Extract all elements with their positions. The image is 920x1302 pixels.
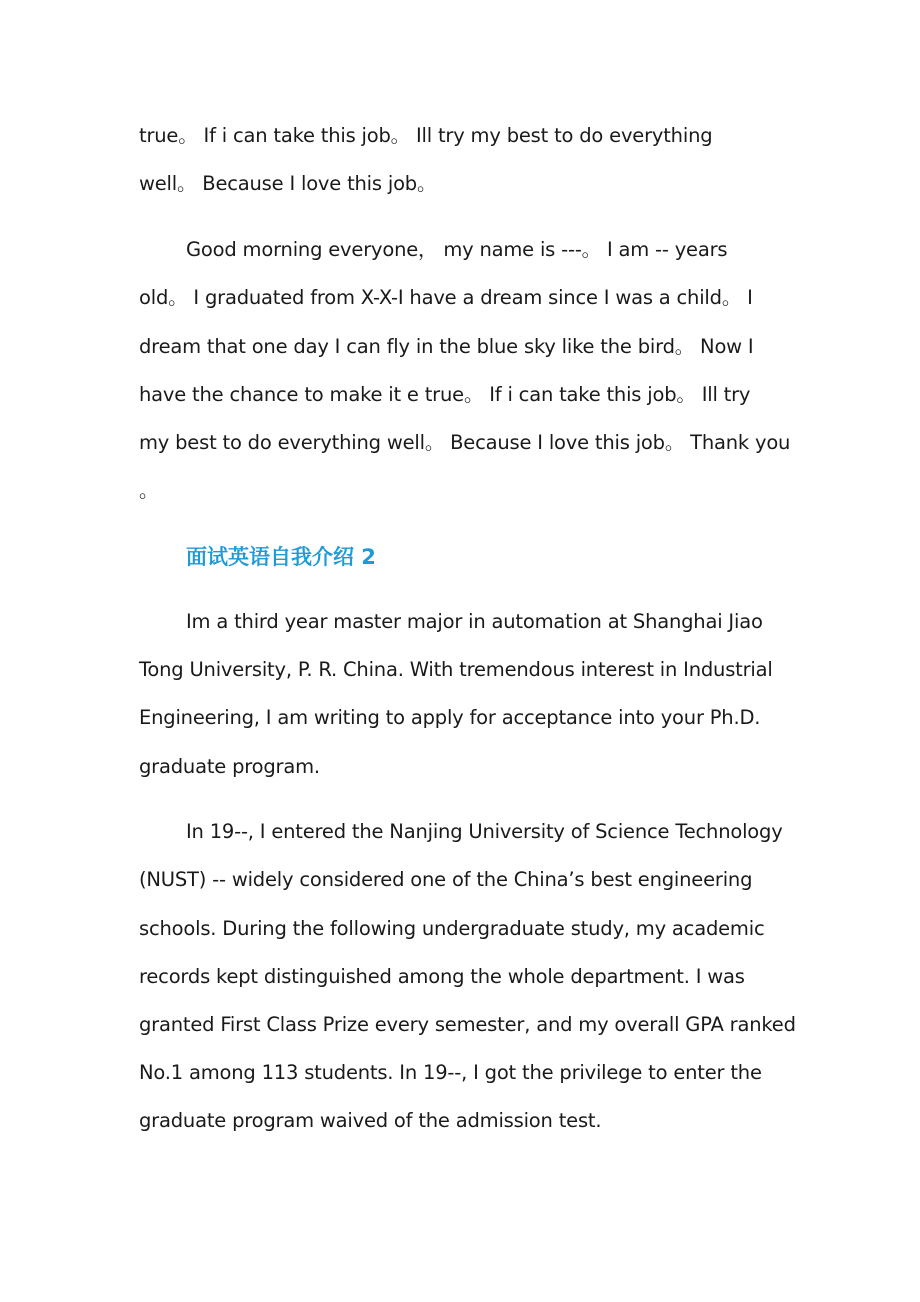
text-line: Im a third year master major in automation at Shanghai Jiao — [186, 610, 763, 633]
text-line: well。 Because I love this job。 — [139, 172, 437, 195]
text-line: my best to do everything well。 Because I love this job。 Thank you — [139, 431, 791, 454]
text-line: No.1 among 113 students. In 19--, I got the privilege to enter the — [139, 1061, 762, 1084]
text-line: 。 — [139, 479, 159, 502]
text-line: graduate program waived of the admission test. — [139, 1109, 602, 1132]
text-line: (NUST) -- widely considered one of the China’s best engineering — [139, 868, 753, 891]
text-line: true。 If i can take this job。 Ill try my best to do everything — [139, 124, 713, 147]
text-line: dream that one day I can fly in the blue sky like the bird。 Now I — [139, 335, 754, 358]
text-line: In 19--, I entered the Nanjing University of Science Technology — [186, 820, 783, 843]
text-line: graduate program. — [139, 755, 320, 778]
text-line: granted First Class Prize every semester, and my overall GPA ranked — [139, 1013, 796, 1036]
section-heading: 面试英语自我介绍 2 — [186, 545, 376, 569]
text-line: Engineering, I am writing to apply for acceptance into your Ph.D. — [139, 706, 761, 729]
text-line: Good morning everyone， my name is ---。 I am -- years — [186, 238, 728, 261]
text-line: Tong University, P. R. China. With tremendous interest in Industrial — [139, 658, 773, 681]
text-line: old。 I graduated from X-X-I have a dream since I was a child。 I — [139, 286, 753, 309]
text-line: schools. During the following undergraduate study, my academic — [139, 917, 765, 940]
text-line: have the chance to make it e true。 If i can take this job。 Ill try — [139, 383, 751, 406]
text-line: records kept distinguished among the whole department. I was — [139, 965, 745, 988]
